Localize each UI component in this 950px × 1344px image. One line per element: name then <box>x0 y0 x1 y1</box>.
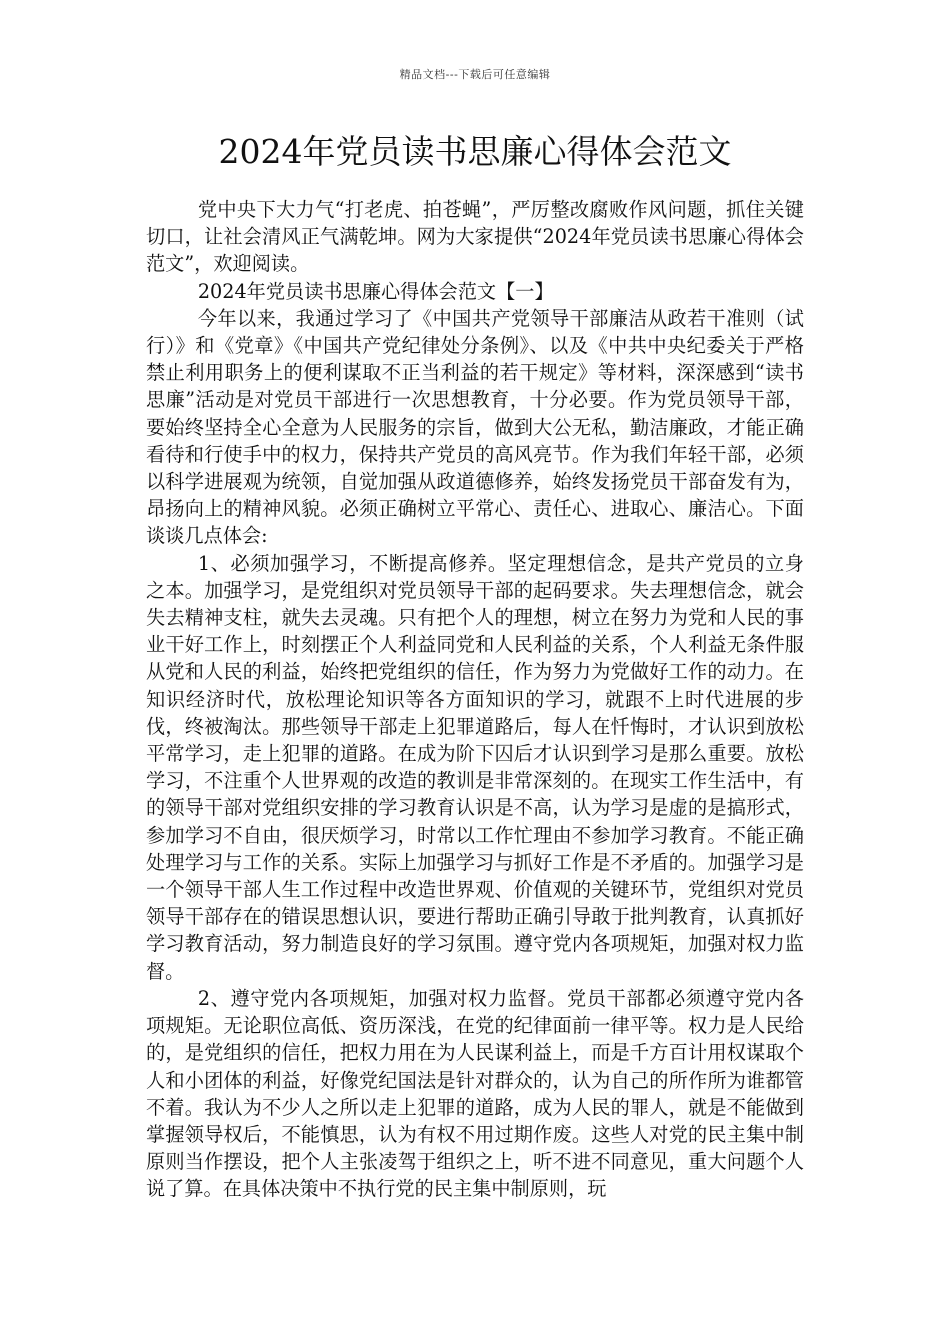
intro-paragraph: 党中央下大力气“打老虎、拍苍蝇”，严厉整改腐败作风问题，抓住关键切口，让社会清风正气满乾坤。网为大家提供“2024年党员读书思廉心得体会范文”，欢迎阅读。 <box>146 198 804 276</box>
point-one-paragraph: 1、必须加强学习，不断提高修养。坚定理想信念，是共产党员的立身之本。加强学习，是党组织对党员领导干部的起码要求。失去理想信念，就会失去精神支柱，就失去灵魂。只有把个人的理想，树立在努力为党和人民的事业干好工作上，时刻摆正个人利益同党和人民利益的关系，个人利益无条件服从党和人民的利益，始终把党组织的信任，作为努力为党做好工作的动力。在知识经济时代，放松理论知识等各方面知识的学习，就跟不上时代进展的步伐，终被淘汰。那些领导干部走上犯罪道路后，每人在忏悔时，才认识到放松平常学习，走上犯罪的道路。在成为阶下囚后才认识到学习是那么重要。放松学习，不注重个人世界观的改造的教训是非常深刻的。在现实工作生活中，有的领导干部对党组织安排的学习教育认识是不高，认为学习是虚的是搞形式，参加学习不自由，很厌烦学习，时常以工作忙理由不参加学习教育。不能正确处理学习与工作的关系。实际上加强学习与抓好工作是不矛盾的。加强学习是一个领导干部人生工作过程中改造世界观、价值观的关键环节，党组织对党员领导干部存在的错误思想认识，要进行帮助正确引导敢于批判教育，认真抓好学习教育活动，努力制造良好的学习氛围。遵守党内各项规矩，加强对权力监督。 <box>146 551 804 983</box>
document-title: 2024年党员读书思廉心得体会范文 <box>218 132 732 171</box>
section-heading: 2024年党员读书思廉心得体会范文【一】 <box>197 279 554 303</box>
header-note: 精品文档---下载后可任意编辑 <box>399 68 551 81</box>
document-body <box>146 196 804 1203</box>
point-two-paragraph: 2、遵守党内各项规矩，加强对权力监督。党员干部都必须遵守党内各项规矩。无论职位高低、资历深浅，在党的纪律面前一律平等。权力是人民给的，是党组织的信任，把权力用在为人民谋利益上，而是千方百计用权谋取个人和小团体的利益，好像党纪国法是针对群众的，认为自己的所作所为谁都管不着。我认为不少人之所以走上犯罪的道路，成为人民的罪人，就是不能做到掌握领导权后，不能慎思，认为有权不用过期作废。这些人对党的民主集中制原则当作摆设，把个人主张凌驾于组织之上，听不进不同意见，重大问题个人说了算。在具体决策中不执行党的民主集中制原则，玩 <box>146 986 804 1201</box>
body-paragraph: 今年以来，我通过学习了《中国共产党领导干部廉洁从政若干准则（试行）》和《党章》《中国共产党纪律处分条例》、以及《中共中央纪委关于严格禁止利用职务上的便利谋取不正当利益的若干规定》等材料，深深感到“读书思廉”活动是对党员干部进行一次思想教育，十分必要。作为党员领导干部，要始终坚持全心全意为人民服务的宗旨，做到大公无私，勤洁廉政，才能正确看待和行使手中的权力，保持共产党员的高风亮节。作为我们年轻干部，必须以科学进展观为统领，自觉加强从政道德修养，始终发扬党员干部奋发有为，昂扬向上的精神风貌。必须正确树立平常心、责任心、进取心、廉洁心。下面谈谈几点体会: <box>146 306 804 548</box>
